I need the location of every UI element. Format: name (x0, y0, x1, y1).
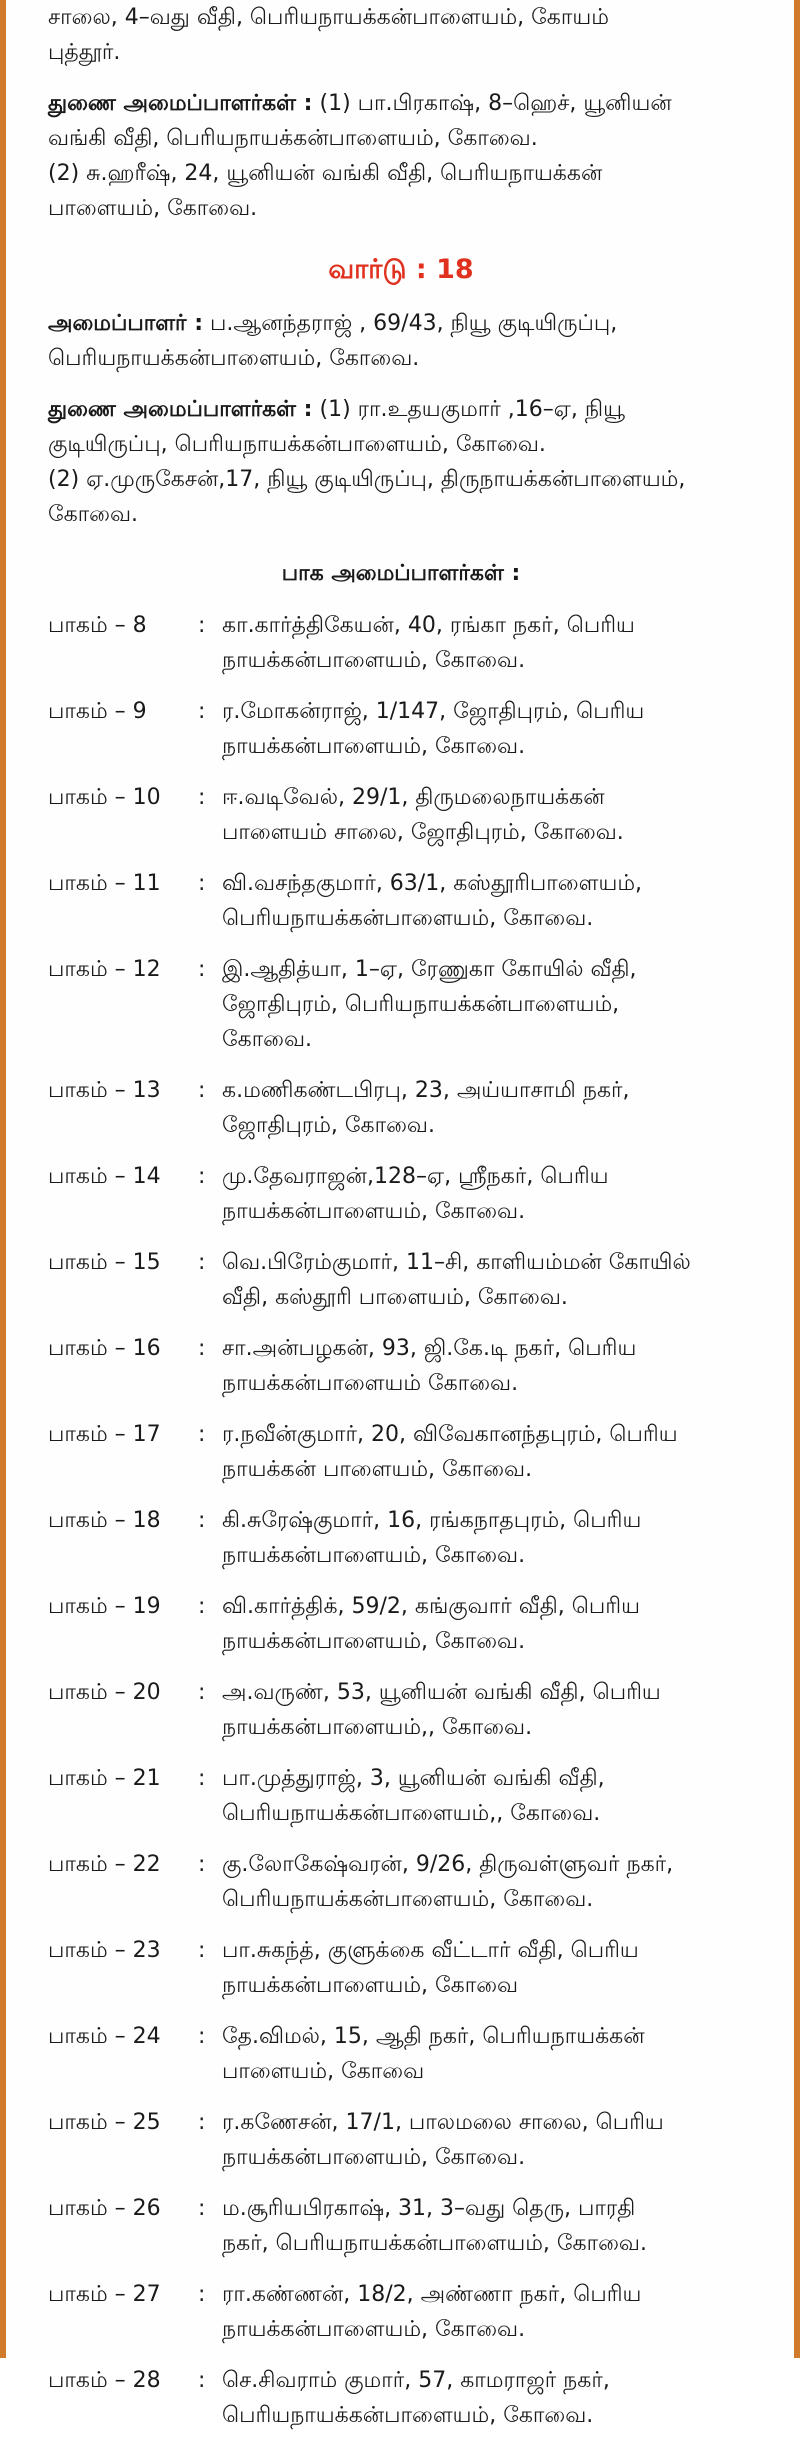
booth-row (48, 2019, 754, 2089)
booth-colon: : (198, 2196, 206, 2221)
booth-label: பாகம் – 13 (48, 1078, 161, 1103)
booth-address-line: நாயக்கன்பாளையம், கோவை. (222, 648, 526, 673)
ward-deputy-organizers-paragraph (48, 392, 754, 532)
booth-colon: : (198, 1250, 206, 1275)
booth-row (48, 608, 754, 678)
booth-organizers-list (48, 608, 754, 2433)
booth-address-line: நாயக்கன்பாளையம் கோவை. (222, 1371, 519, 1396)
ward-deputy-line: குடியிருப்பு, பெரியநாயக்கன்பாளையம், கோவை. (48, 432, 546, 457)
booth-colon: : (198, 1336, 206, 1361)
booth-label: பாகம் – 12 (48, 957, 161, 982)
organizer-line: ப.ஆனந்தராஜ் , 69/43, நியூ குடியிருப்பு, (210, 311, 618, 336)
booth-address (222, 1159, 754, 1229)
booth-address-line: பா.சுகந்த், குளுக்கை வீட்டார் வீதி, பெரிய (222, 1938, 639, 1963)
booth-label: பாகம் – 23 (48, 1938, 161, 1963)
booth-address-line: ர.நவீன்குமார், 20, விவேகானந்தபுரம், பெரிய (222, 1422, 678, 1447)
booth-address-line: ஈ.வடிவேல், 29/1, திருமலைநாயக்கன் (222, 785, 605, 810)
booth-address-line: மு.தேவராஜன்,128–ஏ, ஸ்ரீநகர், பெரிய (222, 1164, 609, 1189)
booth-address-line: வெ.பிரேம்குமார், 11–சி, காளியம்மன் கோயில் (222, 1250, 691, 1275)
booth-address (222, 2363, 754, 2433)
booth-colon: : (198, 2282, 206, 2307)
deputy-line: (2) சு.ஹரீஷ், 24, யூனியன் வங்கி வீதி, பெரியநாயக்கன் (48, 161, 603, 186)
booth-address-line: பாளையம், கோவை (222, 2059, 425, 2084)
booth-colon: : (198, 1508, 206, 1533)
booth-colon: : (198, 1852, 206, 1877)
booth-row (48, 694, 754, 764)
booth-address (222, 2019, 754, 2089)
booth-label: பாகம் – 27 (48, 2282, 161, 2307)
booth-colon: : (198, 871, 206, 896)
booth-row (48, 1675, 754, 1745)
deputy-line: (1) பா.பிரகாஷ், 8–ஹெச், யூனியன் (319, 91, 672, 116)
booth-row (48, 1245, 754, 1315)
booth-address-line: பெரியநாயக்கன்பாளையம்,, கோவை. (222, 1801, 601, 1826)
intro-line: சாலை, 4–வது வீதி, பெரியநாயக்கன்பாளையம், கோயம் (48, 5, 609, 30)
booth-address-line: கு.லோகேஷ்வரன், 9/26, திருவள்ளுவர் நகர், (222, 1852, 674, 1877)
booth-address-line: நாயக்கன்பாளையம், கோவை. (222, 2317, 526, 2342)
booth-colon: : (198, 1680, 206, 1705)
booth-address (222, 2277, 754, 2347)
booth-colon: : (198, 785, 206, 810)
booth-label: பாகம் – 10 (48, 785, 161, 810)
booth-colon: : (198, 957, 206, 982)
booth-row (48, 2105, 754, 2175)
booth-colon: : (198, 1938, 206, 1963)
booth-label: பாகம் – 18 (48, 1508, 161, 1533)
booth-address-line: தே.விமல், 15, ஆதி நகர், பெரியநாயக்கன் (222, 2024, 645, 2049)
booth-label: பாகம் – 22 (48, 1852, 161, 1877)
booth-colon: : (198, 2110, 206, 2135)
booth-row (48, 1417, 754, 1487)
booth-row (48, 1589, 754, 1659)
booth-address-line: வி.கார்த்திக், 59/2, கங்குவார் வீதி, பெரிய (222, 1594, 640, 1619)
booth-row (48, 2363, 754, 2433)
booth-row (48, 1933, 754, 2003)
booth-address-line: நாயக்கன்பாளையம், கோவை. (222, 1629, 526, 1654)
booth-address (222, 1417, 754, 1487)
booth-address (222, 866, 754, 936)
booth-row (48, 1503, 754, 1573)
ward-deputy-heading: துணை அமைப்பாளர்கள் : (48, 397, 313, 422)
booth-colon: : (198, 2024, 206, 2049)
booth-address-line: நாயக்கன்பாளையம், கோவை. (222, 2145, 526, 2170)
ward-organizer-paragraph (48, 306, 754, 376)
booth-address (222, 1503, 754, 1573)
booth-label: பாகம் – 21 (48, 1766, 161, 1791)
booth-address-line: ர.மோகன்ராஜ், 1/147, ஜோதிபுரம், பெரிய (222, 699, 645, 724)
booth-address (222, 952, 754, 1057)
booth-label: பாகம் – 25 (48, 2110, 161, 2135)
booth-label: பாகம் – 14 (48, 1164, 161, 1189)
booth-address (222, 1589, 754, 1659)
booth-colon: : (198, 699, 206, 724)
booth-address-line: ஜோதிபுரம், கோவை. (222, 1113, 435, 1138)
ward-deputy-line: (2) ஏ.முருகேசன்,17, நியூ குடியிருப்பு, திருநாயக்கன்பாளையம், (48, 467, 686, 492)
organizer-line: பெரியநாயக்கன்பாளையம், கோவை. (48, 346, 420, 371)
booth-label: பாகம் – 20 (48, 1680, 161, 1705)
booth-colon: : (198, 2368, 206, 2393)
booth-address-line: கா.கார்த்திகேயன், 40, ரங்கா நகர், பெரிய (222, 613, 635, 638)
booth-label: பாகம் – 16 (48, 1336, 161, 1361)
booth-row (48, 1159, 754, 1229)
deputy-organizers-paragraph-1 (48, 86, 754, 226)
booth-address (222, 2191, 754, 2261)
booth-address (222, 1675, 754, 1745)
booth-address-line: பெரியநாயக்கன்பாளையம், கோவை. (222, 906, 594, 931)
booth-label: பாகம் – 15 (48, 1250, 161, 1275)
document-content (48, 0, 754, 2449)
booth-address-line: செ.சிவராம் குமார், 57, காமராஜர் நகர், (222, 2368, 610, 2393)
booth-address-line: பாளையம் சாலை, ஜோதிபுரம், கோவை. (222, 820, 624, 845)
booth-address-line: பெரியநாயக்கன்பாளையம், கோவை. (222, 2403, 594, 2428)
booth-address-line: சா.அன்பழகன், 93, ஜி.கே.டி நகர், பெரிய (222, 1336, 637, 1361)
deputy-line: வங்கி வீதி, பெரியநாயக்கன்பாளையம், கோவை. (48, 126, 538, 151)
booth-address-line: ஜோதிபுரம், பெரியநாயக்கன்பாளையம், (222, 992, 620, 1017)
booth-address-line: ர.கணேசன், 17/1, பாலமலை சாலை, பெரிய (222, 2110, 664, 2135)
intro-paragraph (48, 0, 754, 70)
booth-row (48, 1073, 754, 1143)
ward-deputy-line: (1) ரா.உதயகுமார் ,16–ஏ, நியூ (319, 397, 625, 422)
booth-label: பாகம் – 17 (48, 1422, 161, 1447)
booth-address-line: வி.வசந்தகுமார், 63/1, கஸ்தூரிபாளையம், (222, 871, 643, 896)
booth-colon: : (198, 1766, 206, 1791)
booth-address-line: நகர், பெரியநாயக்கன்பாளையம், கோவை. (222, 2231, 647, 2256)
deputy-organizers-heading: துணை அமைப்பாளர்கள் : (48, 91, 313, 116)
booth-address-line: பெரியநாயக்கன்பாளையம், கோவை. (222, 1887, 594, 1912)
booth-label: பாகம் – 28 (48, 2368, 161, 2393)
booth-address (222, 780, 754, 850)
booth-address (222, 1245, 754, 1315)
booth-address-line: நாயக்கன்பாளையம், கோவை. (222, 1199, 526, 1224)
booth-address-line: பா.முத்துராஜ், 3, யூனியன் வங்கி வீதி, (222, 1766, 605, 1791)
ward-organizer-heading: அமைப்பாளர் : (48, 311, 204, 336)
booth-address-line: இ.ஆதித்யா, 1–ஏ, ரேணுகா கோயில் வீதி, (222, 957, 637, 982)
booth-address-line: கி.சுரேஷ்குமார், 16, ரங்கநாதபுரம், பெரிய (222, 1508, 642, 1533)
booth-address-line: ம.சூரியபிரகாஷ், 31, 3–வது தெரு, பாரதி (222, 2196, 636, 2221)
booth-address-line: க.மணிகண்டபிரபு, 23, அய்யாசாமி நகர், (222, 1078, 630, 1103)
booth-row (48, 2191, 754, 2261)
booth-address-line: நாயக்கன் பாளையம், கோவை. (222, 1457, 533, 1482)
booth-address-line: நாயக்கன்பாளையம், கோவை (222, 1973, 519, 1998)
booth-colon: : (198, 613, 206, 638)
booth-address-line: ரா.கண்ணன், 18/2, அண்ணா நகர், பெரிய (222, 2282, 642, 2307)
booth-organizers-title: பாக அமைப்பாளர்கள் : (281, 561, 521, 586)
ward-deputy-line: கோவை. (48, 502, 139, 527)
booth-address (222, 1331, 754, 1401)
booth-address-line: வீதி, கஸ்தூரி பாளையம், கோவை. (222, 1285, 568, 1310)
booth-row (48, 1331, 754, 1401)
booth-row (48, 1847, 754, 1917)
booth-row (48, 866, 754, 936)
booth-colon: : (198, 1422, 206, 1447)
booth-colon: : (198, 1078, 206, 1103)
ward-title: வார்டு : 18 (328, 254, 474, 285)
booth-label: பாகம் – 8 (48, 613, 147, 638)
booth-address (222, 2105, 754, 2175)
booth-label: பாகம் – 24 (48, 2024, 161, 2049)
booth-address-line: அ.வருண், 53, யூனியன் வங்கி வீதி, பெரிய (222, 1680, 661, 1705)
booth-address (222, 608, 754, 678)
booth-address (222, 694, 754, 764)
booth-address-line: நாயக்கன்பாளையம்,, கோவை. (222, 1715, 533, 1740)
booth-address-line: நாயக்கன்பாளையம், கோவை. (222, 1543, 526, 1568)
booth-row (48, 952, 754, 1057)
booth-label: பாகம் – 26 (48, 2196, 161, 2221)
booth-address (222, 1847, 754, 1917)
booth-address-line: நாயக்கன்பாளையம், கோவை. (222, 734, 526, 759)
booth-label: பாகம் – 9 (48, 699, 147, 724)
booth-address (222, 1933, 754, 2003)
booth-label: பாகம் – 19 (48, 1594, 161, 1619)
booth-address (222, 1073, 754, 1143)
booth-label: பாகம் – 11 (48, 871, 161, 896)
booth-colon: : (198, 1164, 206, 1189)
intro-line: புத்தூர். (48, 40, 121, 65)
booth-row (48, 2277, 754, 2347)
booth-colon: : (198, 1594, 206, 1619)
booth-row (48, 780, 754, 850)
booth-row (48, 1761, 754, 1831)
deputy-line: பாளையம், கோவை. (48, 196, 258, 221)
booth-address-line: கோவை. (222, 1027, 313, 1052)
booth-address (222, 1761, 754, 1831)
